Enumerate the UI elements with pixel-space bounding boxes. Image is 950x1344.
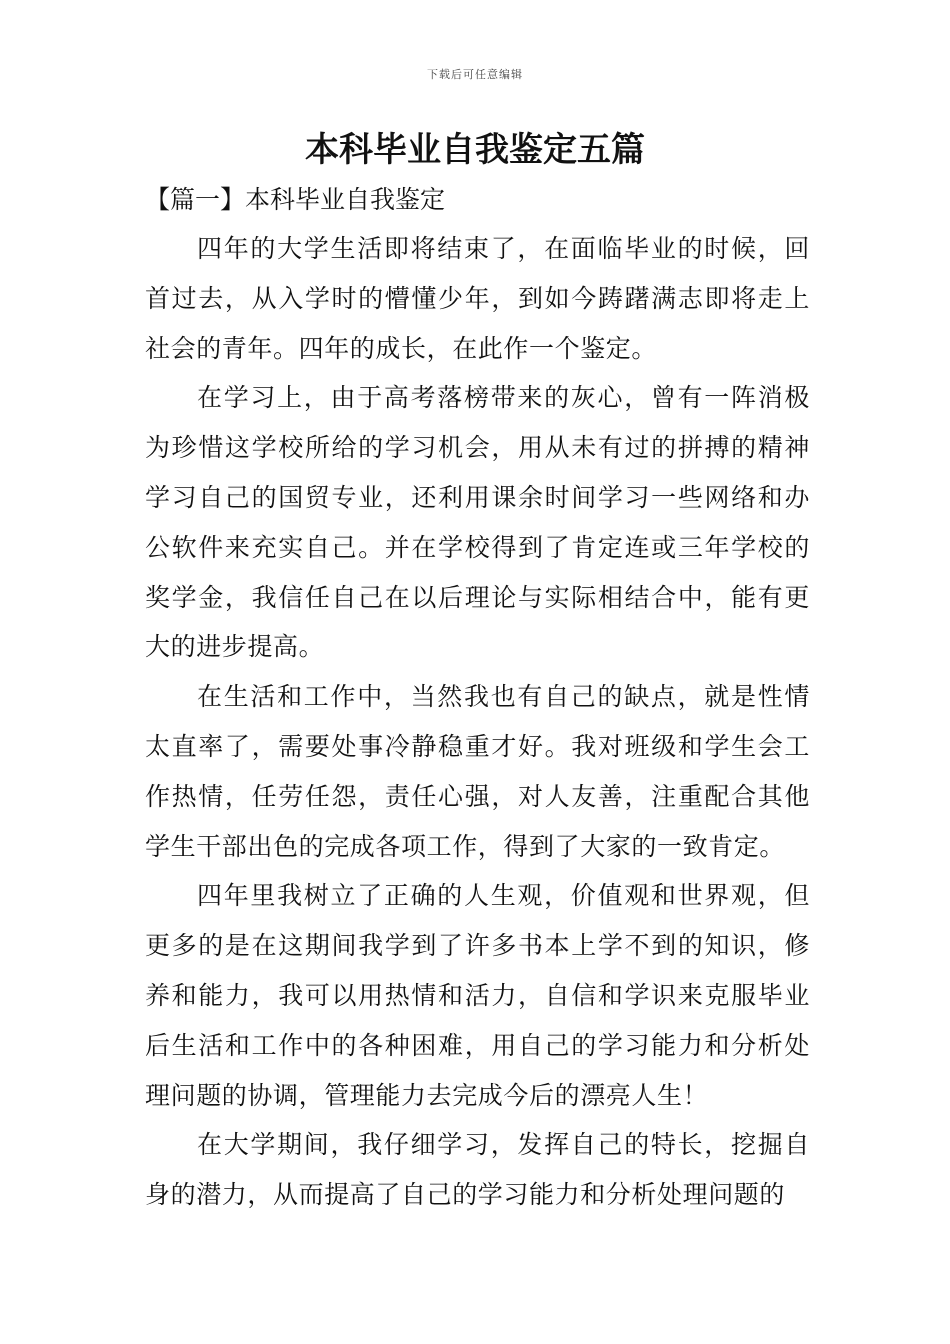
- document-body: [145, 224, 810, 1220]
- paragraph: 四年里我树立了正确的人生观，价值观和世界观，但更多的是在这期间我学到了许多书本上学不到的知识，修养和能力，我可以用热情和活力，自信和学识来克服毕业后生活和工作中的各种困难，用自己的学习能力和分析处理问题的协调，管理能力去完成今后的漂亮人生！: [145, 881, 810, 1110]
- paragraph: 在大学期间，我仔细学习，发挥自己的特长，挖掘自身的潜力，从而提高了自己的学习能力和分析处理问题的: [145, 1130, 810, 1210]
- paragraph: 四年的大学生活即将结束了，在面临毕业的时候，回首过去，从入学时的懵懂少年，到如今踌躇满志即将走上社会的青年。四年的成长，在此作一个鉴定。: [145, 234, 810, 363]
- paragraph: 在生活和工作中，当然我也有自己的缺点，就是性情太直率了，需要处事冷静稳重才好。我对班级和学生会工作热情，任劳任怨，责任心强，对人友善，注重配合其他学生干部出色的完成各项工作，得到了大家的一致肯定。: [145, 682, 810, 861]
- page-title: 本科毕业自我鉴定五篇: [305, 130, 645, 170]
- header-note: 下载后可任意编辑: [427, 68, 523, 81]
- section-heading: 【篇一】本科毕业自我鉴定: [145, 185, 446, 214]
- paragraph: 在学习上，由于高考落榜带来的灰心，曾有一阵消极为珍惜这学校所给的学习机会，用从未有过的拼搏的精神学习自己的国贸专业，还利用课余时间学习一些网络和办公软件来充实自己。并在学校得到了肯定连或三年学校的奖学金，我信任自己在以后理论与实际相结合中，能有更大的进步提高。: [145, 383, 810, 662]
